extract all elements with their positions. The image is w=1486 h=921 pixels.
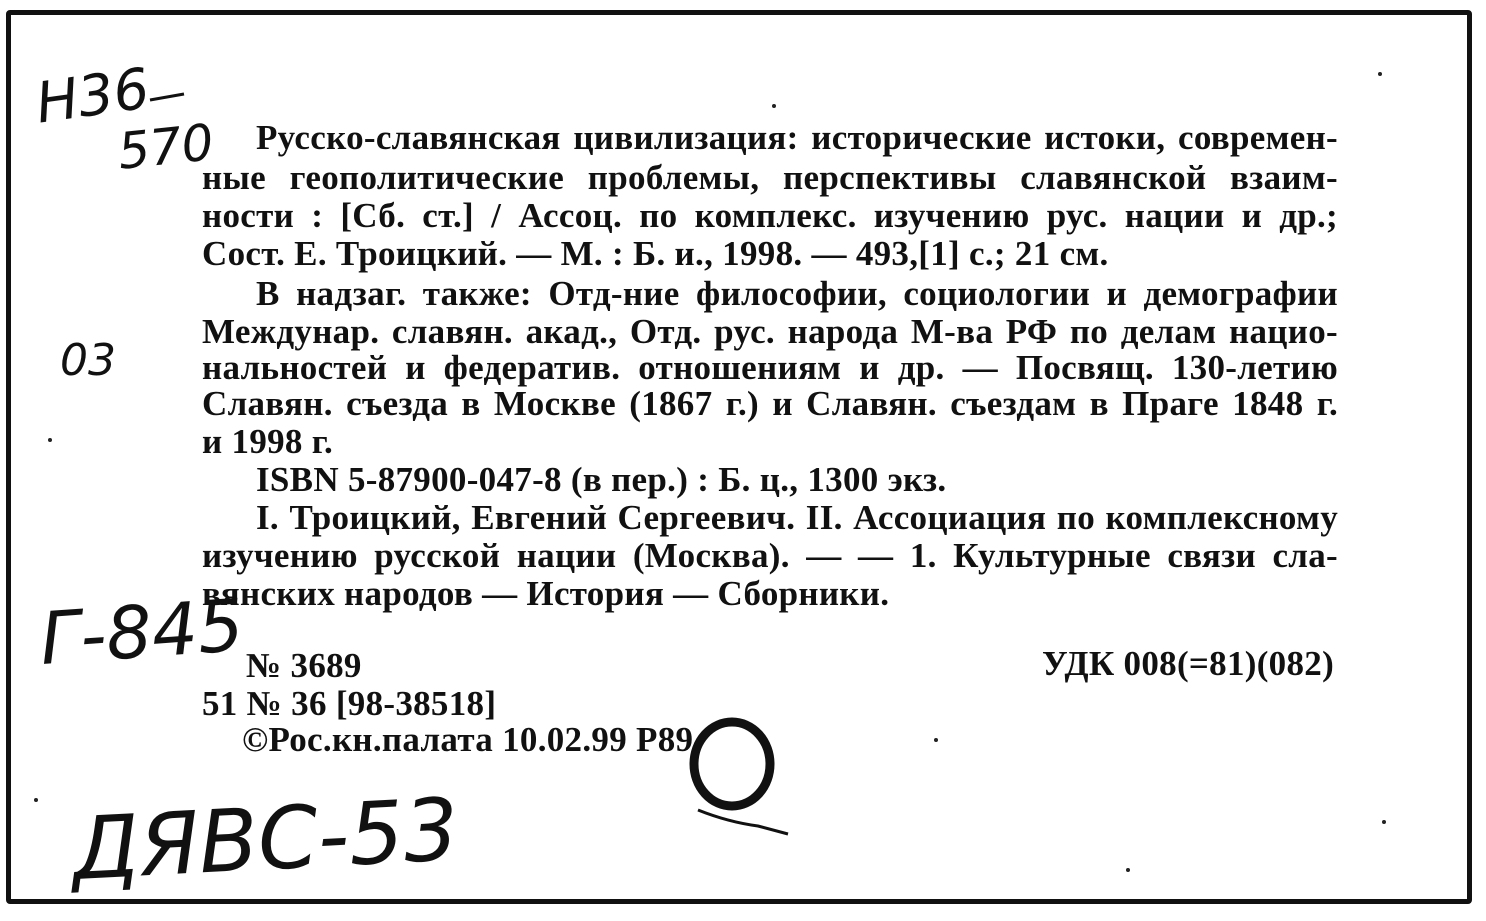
punch-hole-mark [688,712,798,842]
title-line-3: ности : [Сб. ст.] / Ассоц. по комплекс. изучению рус. нации и др.; [202,196,1338,235]
udc-code: УДК 008(=81)(082) [1042,644,1335,683]
handwritten-dash [148,88,188,108]
copyright-line: ©Рос.кн.палата 10.02.99 Р89 [242,720,694,759]
tracing-line-2: изучению русской нации (Москва). — — 1. Культурные связи сла- [202,536,1338,575]
title-line-1: Русско-славянская цивилизация: исторические истоки, современ- [256,118,1338,157]
tracing-line-1: I. Троицкий, Евгений Сергеевич. II. Ассоциация по комплексному [256,498,1338,537]
title-line-4: Сост. Е. Троицкий. — М. : Б. и., 1998. — 493,[1] с.; 21 см. [202,234,1109,273]
speckle [1126,868,1130,872]
speckle [48,438,52,442]
registry-number: 51 № 36 [98-38518] [202,684,497,723]
tracing-line-3: вянских народов — История — Сборники. [202,574,890,613]
speckle [772,104,776,108]
handwritten-bottom-left: Г-845 [37,583,247,681]
handwritten-top-code: Н36 [32,56,154,137]
speckle [1378,72,1382,76]
handwritten-left-mark: 03 [60,335,116,386]
note-line-4: Славян. съезда в Москве (1867 г.) и Славян. съездам в Праге 1848 г. [202,384,1338,423]
handwritten-bottom-sign: ДЯВС-53 [69,779,461,901]
title-line-2: ные геополитические проблемы, перспективы славянской взаим- [202,158,1338,197]
note-line-2: Междунар. славян. акад., Отд. рус. народа М-ва РФ по делам нацио- [202,312,1338,351]
speckle [1382,820,1386,824]
handwritten-call-number: 570 [115,113,217,181]
speckle [934,738,938,742]
isbn-line: ISBN 5-87900-047-8 (в пер.) : Б. ц., 1300 экз. [256,460,947,499]
note-line-5: и 1998 г. [202,422,334,461]
note-line-1: В надзаг. также: Отд-ние философии, социологии и демографии [256,274,1338,313]
speckle [34,798,38,802]
note-line-3: нальностей и федератив. отношениям и др. — Посвящ. 130-летию [202,348,1338,387]
card-number: № 3689 [246,646,362,685]
